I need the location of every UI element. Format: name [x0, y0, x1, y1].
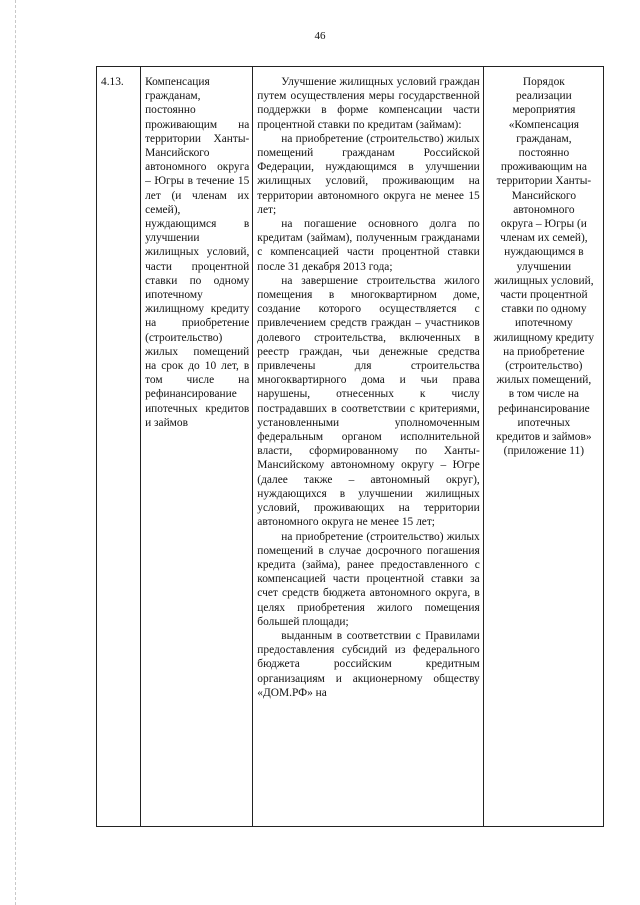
row-number	[97, 67, 141, 827]
legal-basis-cell	[483, 67, 603, 827]
legal-basis: Порядок реализации мероприятия «Компенсация гражданам, постоянно проживающим на территории Ханты- Мансийского автономного округа – Югры (и членам их семей), нуждающимся в улучшении жилищных условий, части процентной ставки по одному ипотечному жилищному кредиту на приобретение (строительство) жилых помещений, в том числе на рефинансирование ипотечных кредитов и займов» (приложение 11)	[493, 76, 595, 458]
description-paragraph: на погашение основного долга по кредитам (займам), полученным гражданами с компенсацией части процентной ставки после 31 декабря 2013 года;	[257, 218, 480, 273]
measure-name-cell	[141, 67, 253, 827]
description-paragraph: выданным в соответствии с Правилами предоставления субсидий из федерального бюджета российским кредитным организациям и акционерному обществу «ДОМ.РФ» на	[257, 629, 480, 699]
scan-edge-line	[15, 0, 16, 905]
description-paragraph: на приобретение (строительство) жилых помещений гражданам Российской Федерации, нуждающимся в улучшении жилищных условий, проживающим на территории автономного округа не менее 15 лет;	[257, 132, 480, 216]
table-row	[97, 67, 604, 827]
program-table	[96, 66, 604, 827]
description-paragraph: Улучшение жилищных условий граждан путем осуществления меры государственной поддержки в форме компенсации части процентной ставки по кредитам (займам):	[257, 76, 480, 131]
description-paragraph: на приобретение (строительство) жилых помещений в случае досрочного погашения кредита (займа), ранее предоставленного с компенсацией части процентной ставки за счет средств бюджета автономного округа, в целях приобретения жилого помещения большей площади;	[257, 530, 480, 628]
description-paragraph: на завершение строительства жилого помещения в многоквартирном доме, создание которого осуществляется с привлечением средств граждан – участников долевого строительства, включенных в реестр граждан, чьи денежные средства привлечены для строительства многоквартирного дома и чьи права нарушены, отнесенных к числу пострадавших в соответствии с критериями, установленными уполномоченным федеральным органом исполнительной власти, сформированному по Ханты-Мансийскому автономному округу – Югре (далее также – автономный округ), нуждающихся в улучшении жилищных условий, проживающих на территории автономного округа не менее 15 лет;	[257, 274, 480, 529]
measure-name: Компенсация гражданам, постоянно проживающим на территории Ханты-Мансийского автономного округа – Югры в течение 15 лет (и членам их семей), нуждающимся в улучшении жилищных условий, части процентной ставки по одному ипотечному жилищному кредиту на приобретение (строительство) жилых помещений на срок до 10 лет, в том числе на рефинансирование ипотечных кредитов и займов	[145, 76, 250, 429]
row-number-text: 4.13.	[101, 76, 124, 88]
measure-description-cell	[253, 67, 483, 827]
page-number: 46	[314, 30, 326, 42]
